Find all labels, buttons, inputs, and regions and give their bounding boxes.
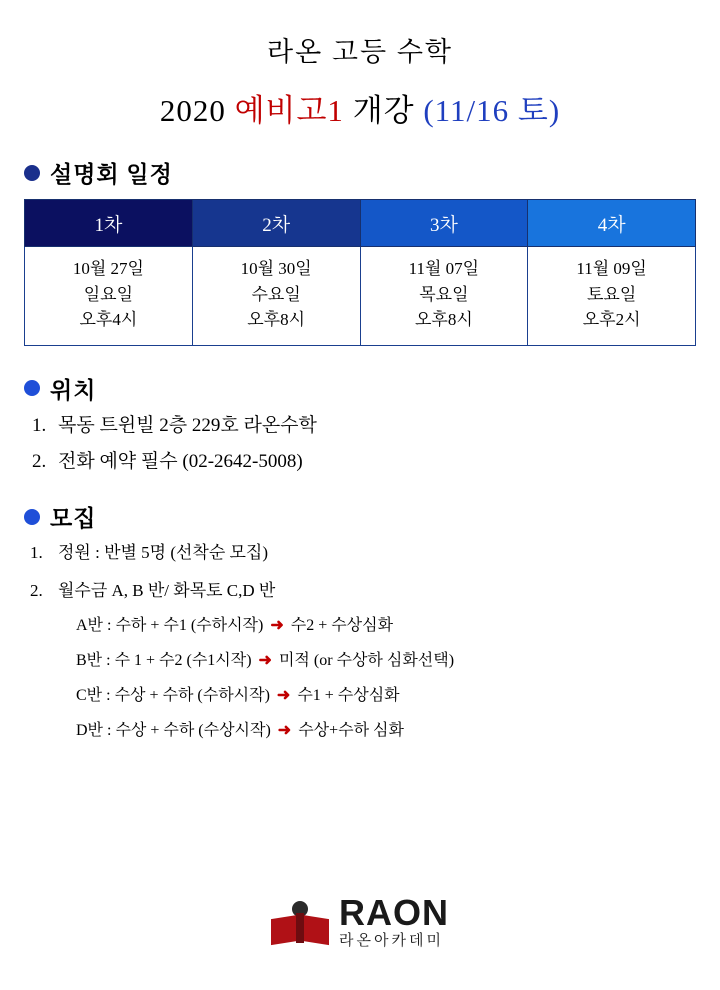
cell-date: 11월 09일 (576, 259, 647, 278)
arrow-icon: ➜ (258, 652, 272, 670)
class-track-right: 수상+수하 심화 (298, 722, 404, 740)
cell-day: 목요일 (419, 284, 469, 304)
class-track-left: C반 : 수상 + 수하 (수하시작) (76, 687, 270, 705)
table-cell-1 (25, 247, 193, 346)
logo-name: RAON (339, 892, 449, 933)
section-title-recruit: 모집 (50, 506, 97, 532)
book-right-page (302, 914, 329, 944)
class-track-line (58, 721, 696, 740)
section-header-recruit (24, 500, 696, 533)
cell-date: 10월 30일 (240, 259, 312, 278)
table-header-cell-4: 4차 (528, 200, 696, 247)
table-header-row (25, 200, 696, 247)
table-header-cell-1: 1차 (25, 200, 193, 247)
list-item-number: 1. (32, 414, 47, 436)
list-item (24, 451, 696, 474)
class-track-right: 미적 (or 수상하 심화선택) (278, 652, 455, 670)
page-title: 라온 고등 수학 (267, 37, 453, 67)
open-book-icon (271, 901, 329, 943)
class-track-left: A반 : 수하 + 수1 (수하시작) (76, 616, 264, 634)
table-row (25, 247, 696, 346)
cell-date: 11월 07일 (408, 259, 480, 278)
table-cell-3 (360, 247, 528, 346)
list-item-number: 2. (32, 451, 47, 473)
subtitle-highlight: 예비고1 (234, 93, 344, 128)
cell-date: 10월 27일 (72, 259, 144, 278)
subtitle-year: 2020 (159, 93, 235, 128)
table-header-cell-2: 2차 (192, 200, 360, 247)
class-track-right: 수2 + 수상심화 (290, 616, 394, 634)
class-track-right: 수1 + 수상심화 (297, 687, 400, 705)
table-cell-2 (192, 247, 360, 346)
class-track-left: D반 : 수상 + 수하 (수상시작) (76, 722, 271, 740)
list-item (24, 581, 696, 740)
page-subtitle (24, 85, 696, 130)
table-cell-4 (528, 247, 696, 346)
cell-time: 오후8시 (247, 310, 306, 329)
class-track-list (58, 616, 696, 741)
subtitle-open: 개강 (343, 93, 424, 128)
list-item-label: 목동 트윈빌 2층 229호 라온수학 (58, 414, 317, 436)
logo-text (339, 892, 449, 949)
class-track-line (58, 686, 696, 705)
arrow-icon: ➜ (277, 722, 292, 740)
poster-page (0, 30, 720, 990)
bullet-icon (24, 380, 40, 396)
bullet-icon (24, 509, 40, 525)
list-item (24, 415, 696, 438)
book-spine (296, 913, 304, 943)
table-header-cell-3: 3차 (360, 200, 528, 247)
brand-logo (0, 892, 720, 949)
bullet-icon (24, 165, 40, 181)
arrow-icon: ➜ (276, 687, 291, 705)
subtitle-date: (11/16 토) (423, 93, 561, 128)
list-item (24, 543, 696, 563)
book-left-page (271, 914, 298, 944)
section-title-location: 위치 (50, 377, 97, 403)
cell-time: 오후8시 (414, 310, 473, 329)
list-item-number: 1. (30, 543, 43, 563)
list-item-label: 전화 예약 필수 (02-2642-5008) (58, 451, 303, 473)
class-track-line (58, 616, 696, 635)
cell-day: 수요일 (251, 284, 301, 304)
list-item-label: 월수금 A, B 반/ 화목토 C,D 반 (58, 581, 276, 601)
cell-time: 오후2시 (582, 310, 641, 329)
class-track-left: B반 : 수 1 + 수2 (수1시작) (76, 652, 252, 670)
cell-time: 오후4시 (79, 310, 138, 329)
recruit-list (24, 543, 696, 741)
list-item-label: 정원 : 반별 5명 (선착순 모집) (58, 543, 269, 563)
list-item-number: 2. (30, 581, 43, 601)
section-header-schedule (24, 156, 696, 189)
class-track-line (58, 651, 696, 670)
section-title-schedule: 설명회 일정 (50, 162, 173, 187)
logo-subtitle: 라온아카데미 (339, 932, 444, 949)
location-list (24, 415, 696, 475)
cell-day: 토요일 (586, 284, 637, 304)
arrow-icon: ➜ (270, 616, 284, 634)
section-header-location (24, 372, 696, 405)
schedule-table (24, 199, 696, 346)
cell-day: 일요일 (83, 284, 134, 304)
